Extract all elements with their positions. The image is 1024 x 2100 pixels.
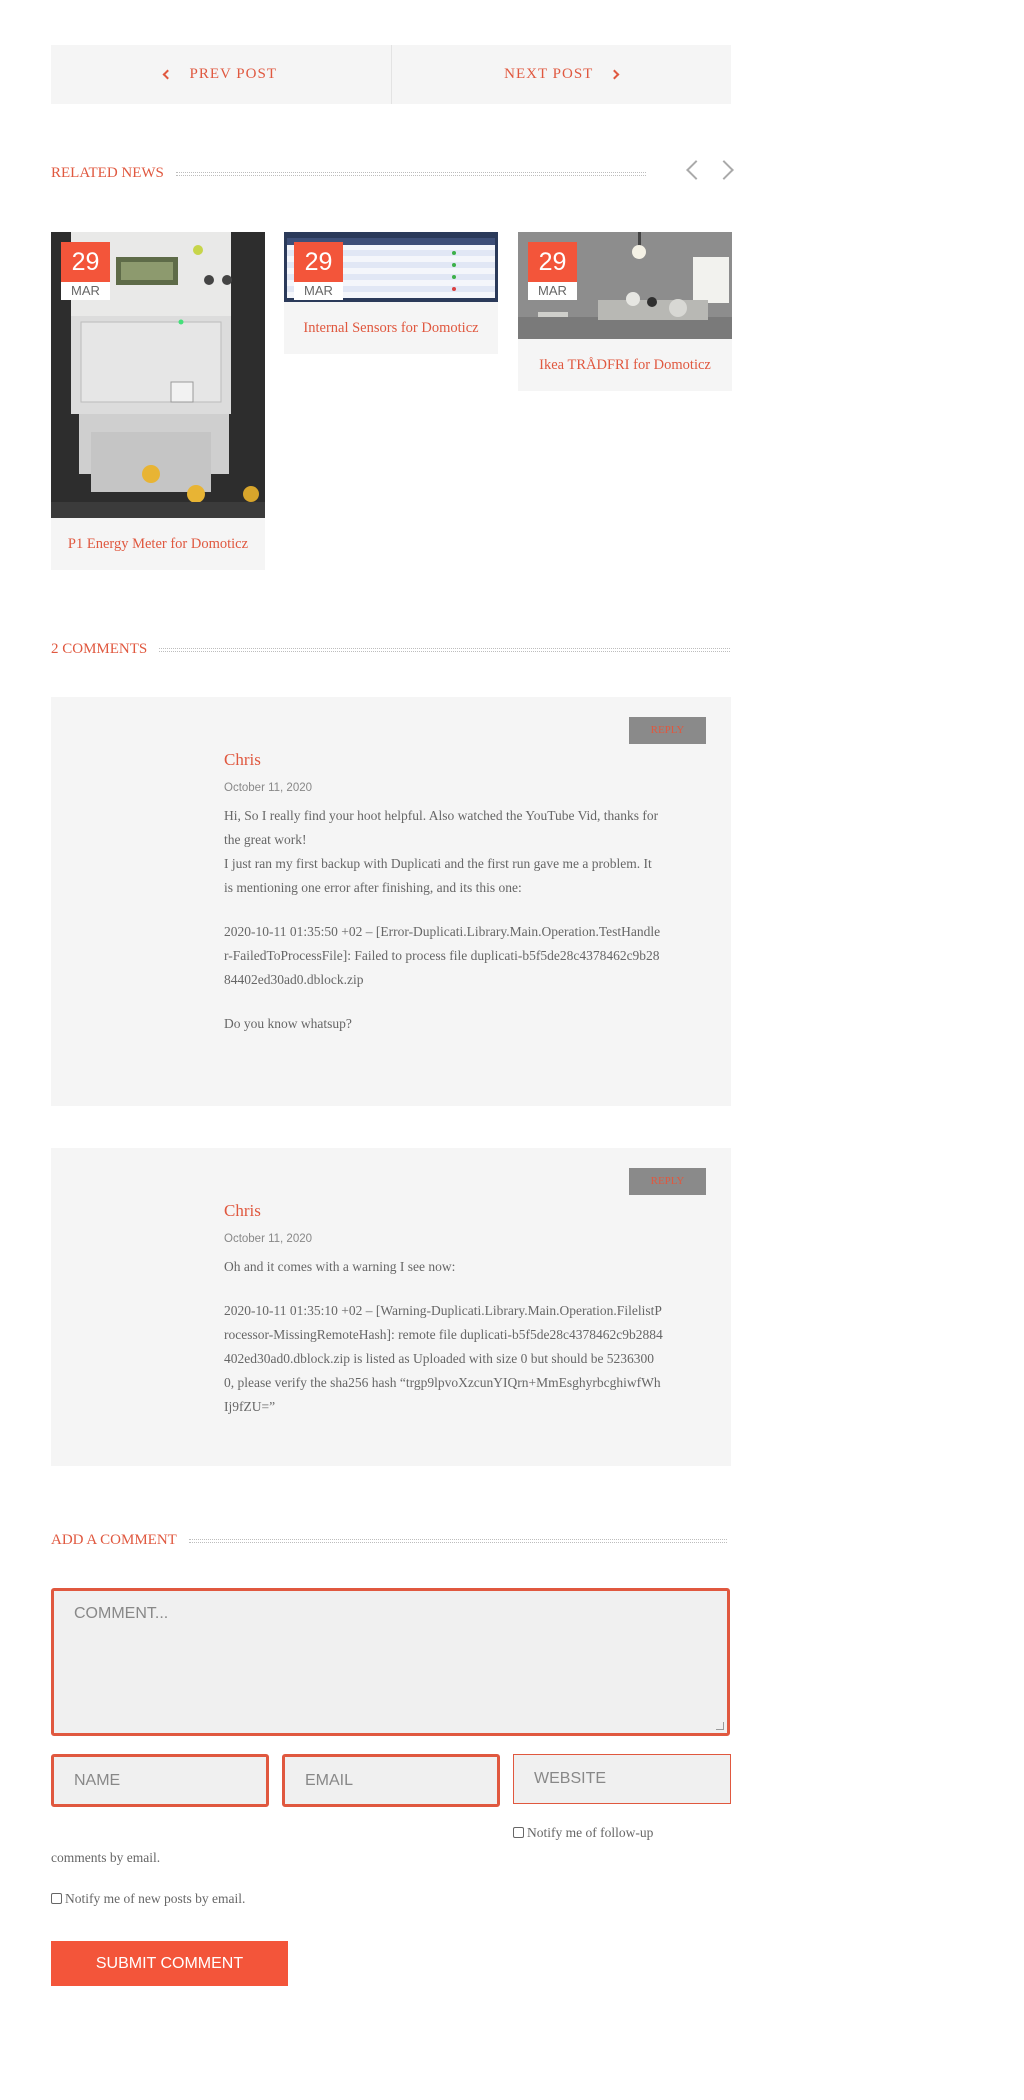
comment-author[interactable]: Chris [224, 1201, 261, 1220]
energy-meter-image[interactable] [51, 232, 265, 518]
ikea-devices-image[interactable] [518, 232, 732, 339]
notify-followup-label-continued: comments by email. [51, 1850, 161, 1865]
add-comment-header [51, 1532, 727, 1549]
date-month: MAR [528, 282, 577, 300]
chevron-left-icon [163, 70, 173, 80]
carousel-next-icon[interactable] [714, 160, 734, 180]
related-news-header [51, 165, 731, 182]
comment-date[interactable]: October 11, 2020 [224, 782, 313, 794]
comments-count-title: 2 COMMENTS [51, 641, 148, 657]
notify-posts-option [51, 1891, 245, 1907]
comment-text: Hi, So I really find your hoot helpful. Also watched the YouTube Vid, thanks for the great work! [224, 808, 659, 847]
date-badge [294, 242, 343, 300]
notify-posts-label: Notify me of new posts by email. [65, 1891, 246, 1906]
notify-followup-option [513, 1825, 653, 1841]
notify-posts-checkbox[interactable] [51, 1893, 62, 1904]
chevron-right-icon [610, 70, 620, 80]
next-post-label: NEXT POST [504, 66, 594, 82]
carousel-controls [689, 163, 731, 177]
prev-post-label: PREV POST [189, 66, 277, 82]
email-placeholder: EMAIL [305, 1772, 354, 1789]
comment-log-text: 2020-10-11 01:35:10 +02 – [Warning-Duplicati.Library.Main.Operation.FilelistProcessor-MissingRemoteHash]: remote file duplicati-b5f5de28c4378462c9b2884402ed30ad0.dblock.zip is listed as Uploaded with size 0 but should be 52363000, please verify the sha256 hash “trgp9lpvoXzcunYIQrn+MmEsghyrbcghiwfWhIj9fZU=” [224, 1303, 663, 1414]
related-post-title[interactable]: Ikea TRÅDFRI for Domoticz [539, 356, 711, 373]
comment-text: Do you know whatsup? [224, 1016, 352, 1031]
carousel-prev-icon[interactable] [686, 160, 706, 180]
related-post-title[interactable]: Internal Sensors for Domoticz [303, 319, 479, 336]
comment-log-text: 2020-10-11 01:35:50 +02 – [Error-Duplicati.Library.Main.Operation.TestHandler-FailedToProcessFile]: Failed to process file duplicati-b5f5de28c4378462c9b2884402ed30ad0.dblock.zip [224, 924, 661, 987]
divider [176, 172, 646, 176]
related-post-card[interactable] [284, 232, 498, 354]
domoticz-table-image[interactable] [284, 232, 498, 302]
comment-placeholder: COMMENT... [74, 1605, 169, 1622]
next-post-link[interactable] [391, 45, 732, 104]
notify-followup-label: Notify me of follow-up [527, 1825, 654, 1840]
email-input[interactable] [282, 1754, 500, 1807]
name-placeholder: NAME [74, 1772, 121, 1789]
post-navigation [51, 45, 731, 104]
date-badge [61, 242, 110, 300]
reply-button[interactable]: REPLY [629, 1168, 706, 1195]
comment-date[interactable]: October 11, 2020 [224, 1233, 313, 1245]
comment-text: I just ran my first backup with Duplicati and the first run gave me a problem. It is mentioning one error after finishing, and its this one: [224, 856, 652, 895]
comment-textarea[interactable] [51, 1588, 730, 1736]
date-badge [528, 242, 577, 300]
related-post-card[interactable] [51, 232, 265, 570]
add-comment-title: ADD A COMMENT [51, 1532, 177, 1548]
date-day: 29 [528, 242, 577, 282]
notify-followup-checkbox[interactable] [513, 1827, 524, 1838]
website-input[interactable] [513, 1754, 731, 1804]
date-day: 29 [61, 242, 110, 282]
comment-author[interactable]: Chris [224, 750, 261, 769]
related-post-title[interactable]: P1 Energy Meter for Domoticz [67, 535, 249, 552]
date-month: MAR [294, 282, 343, 300]
divider [159, 648, 730, 652]
comment-body [224, 1201, 664, 1419]
name-input[interactable] [51, 1754, 269, 1807]
date-day: 29 [294, 242, 343, 282]
resize-handle-icon[interactable] [716, 1722, 724, 1730]
comment-text: Oh and it comes with a warning I see now: [224, 1259, 456, 1274]
website-placeholder: WEBSITE [534, 1770, 607, 1787]
reply-button[interactable]: REPLY [629, 717, 706, 744]
comment [51, 697, 731, 1106]
divider [189, 1539, 727, 1543]
comment-body [224, 750, 664, 1036]
related-news-title: RELATED NEWS [51, 165, 164, 181]
date-month: MAR [61, 282, 110, 300]
comment [51, 1148, 731, 1466]
submit-comment-button[interactable]: SUBMIT COMMENT [51, 1941, 288, 1986]
comments-header [51, 641, 730, 658]
related-post-card[interactable] [518, 232, 732, 391]
prev-post-link[interactable] [51, 45, 391, 104]
